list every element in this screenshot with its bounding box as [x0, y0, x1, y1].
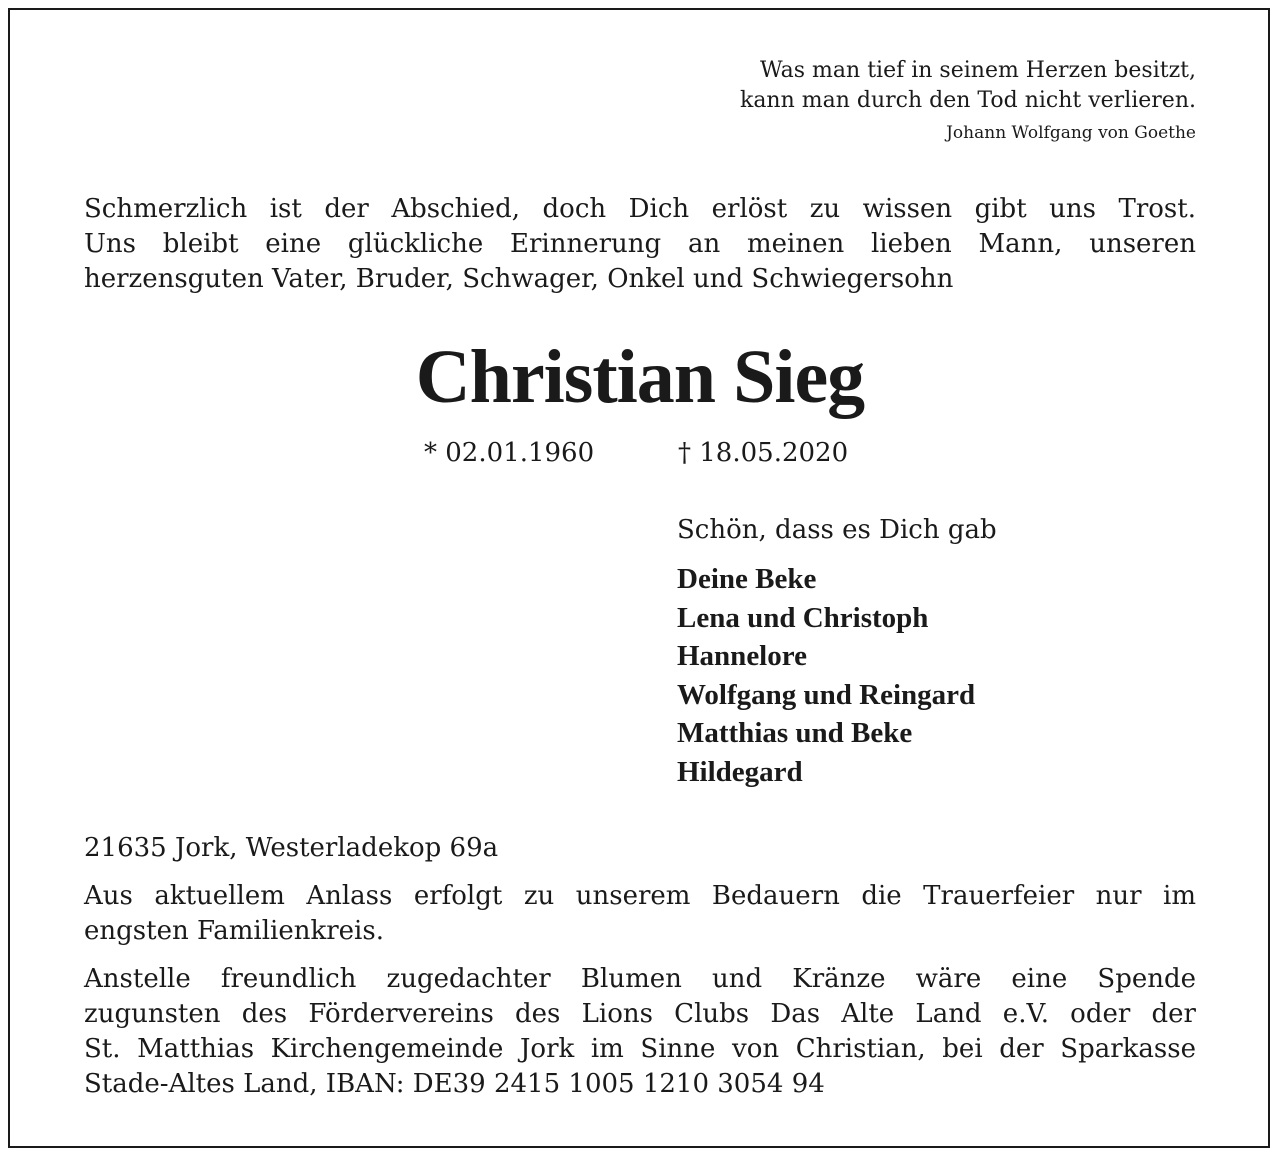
donation-line: Stade-Altes Land, IBAN: DE39 2415 1005 1210 3054 94: [84, 1069, 825, 1099]
notice-line: Aus aktuellem Anlass erfolgt zu unserem Bedauern die Trauerfeier nur im: [84, 881, 1196, 911]
birth-date: * 02.01.1960: [424, 438, 595, 468]
mourner-name: Lena und Christoph: [677, 601, 929, 634]
family-address: 21635 Jork, Westerladekop 69a: [84, 833, 499, 863]
quote-line: kann man durch den Tod nicht verlieren.: [739, 88, 1196, 113]
mourner-name: Matthias und Beke: [677, 717, 913, 749]
farewell-text: Schön, dass es Dich gab: [677, 515, 997, 545]
intro-line: herzensguten Vater, Bruder, Schwager, Onkel und Schwiegersohn: [84, 264, 954, 294]
mourner-name: Wolfgang und Reingard: [677, 678, 976, 711]
quote-author: Johann Wolfgang von Goethe: [946, 123, 1196, 143]
donation-line: St. Matthias Kirchengemeinde Jork im Sinne von Christian, bei der Sparkasse: [84, 1034, 1196, 1064]
donation-request: [84, 962, 1196, 1102]
donation-line: Anstelle freundlich zugedachter Blumen und Kränze wäre eine Spende: [84, 964, 1196, 994]
mourner-name: Hildegard: [677, 755, 803, 788]
mourners-list: [677, 560, 975, 791]
mourner-name: Deine Beke: [677, 563, 817, 595]
quote-line: Was man tief in seinem Herzen besitzt,: [759, 58, 1196, 83]
deceased-name: Christian Sieg: [415, 335, 865, 419]
donation-line: zugunsten des Fördervereins des Lions Clubs Das Alte Land e.V. oder der: [84, 999, 1196, 1029]
funeral-notice: [84, 879, 1196, 949]
notice-line: engsten Familienkreis.: [84, 916, 384, 946]
intro-paragraph: [84, 192, 1196, 297]
death-date: † 18.05.2020: [678, 438, 849, 468]
mourner-name: Hannelore: [677, 640, 807, 672]
intro-line: Uns bleibt eine glückliche Erinnerung an meinen lieben Mann, unseren: [84, 229, 1196, 259]
goethe-quote: [740, 56, 1196, 146]
intro-line: Schmerzlich ist der Abschied, doch Dich erlöst zu wissen gibt uns Trost.: [84, 194, 1196, 224]
